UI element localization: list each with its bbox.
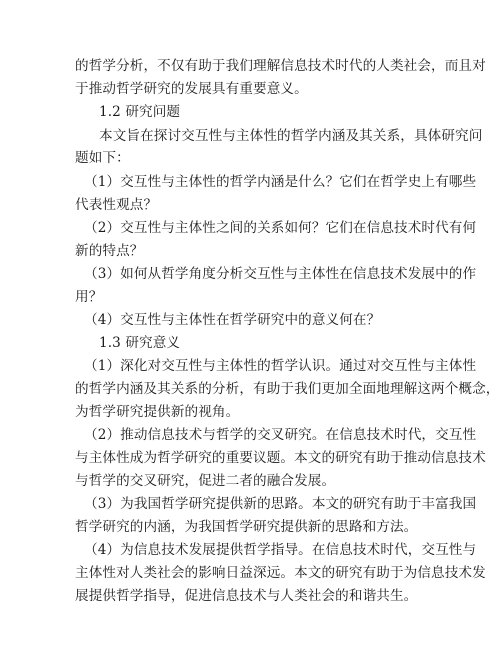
- significance-2-line-1: （2）推动信息技术与哲学的交叉研究。在信息技术时代，交互性: [84, 427, 477, 443]
- significance-2-line-3: 与哲学的交叉研究，促进二者的融合发展。: [75, 473, 336, 489]
- question-4-line-1: （4）交互性与主体性在哲学研究中的意义何在？: [84, 312, 381, 328]
- question-2-line-2: 新的特点？: [75, 243, 144, 259]
- significance-3-line-2: 哲学研究的内涵，为我国哲学研究提供新的思路和方法。: [75, 519, 418, 535]
- significance-2-line-2: 与主体性成为哲学研究的重要议题。本文的研究有助于推动信息技术: [75, 450, 486, 466]
- significance-3-line-1: （3）为我国哲学研究提供新的思路。本文的研究有助于丰富我国: [84, 496, 477, 512]
- section-heading-1-3: 1.3 研究意义: [99, 335, 181, 351]
- question-2-line-1: （2）交互性与主体性之间的关系如何？它们在信息技术时代有何: [84, 220, 477, 236]
- question-3-line-2: 用？: [75, 289, 103, 305]
- significance-1-line-2: 的哲学内涵及其关系的分析，有助于我们更加全面地理解这两个概念，: [75, 381, 500, 397]
- significance-4-line-1: （4）为信息技术发展提供哲学指导。在信息技术时代，交互性与: [84, 542, 477, 558]
- question-1-line-1: （1）交互性与主体性的哲学内涵是什么？它们在哲学史上有哪些: [84, 174, 477, 190]
- section-1-2-para-line-1: 本文旨在探讨交互性与主体性的哲学内涵及其关系，具体研究问: [99, 128, 483, 144]
- significance-4-line-2: 主体性对人类社会的影响日益深远。本文的研究有助于为信息技术发: [75, 565, 486, 581]
- question-1-line-2: 代表性观点？: [75, 197, 158, 213]
- significance-1-line-1: （1）深化对交互性与主体性的哲学认识。通过对交互性与主体性: [84, 358, 477, 374]
- significance-1-line-3: 为哲学研究提供新的视角。: [75, 404, 240, 420]
- intro-line-1: 的哲学分析，不仅有助于我们理解信息技术时代的人类社会，而且对: [75, 58, 486, 74]
- intro-line-2: 于推动哲学研究的发展具有重要意义。: [75, 81, 308, 97]
- section-1-2-para-line-2: 题如下：: [75, 150, 130, 166]
- section-heading-1-2: 1.2 研究问题: [99, 104, 181, 120]
- significance-4-line-3: 展提供哲学指导，促进信息技术与人类社会的和谐共生。: [75, 588, 418, 604]
- question-3-line-1: （3）如何从哲学角度分析交互性与主体性在信息技术发展中的作: [84, 266, 477, 282]
